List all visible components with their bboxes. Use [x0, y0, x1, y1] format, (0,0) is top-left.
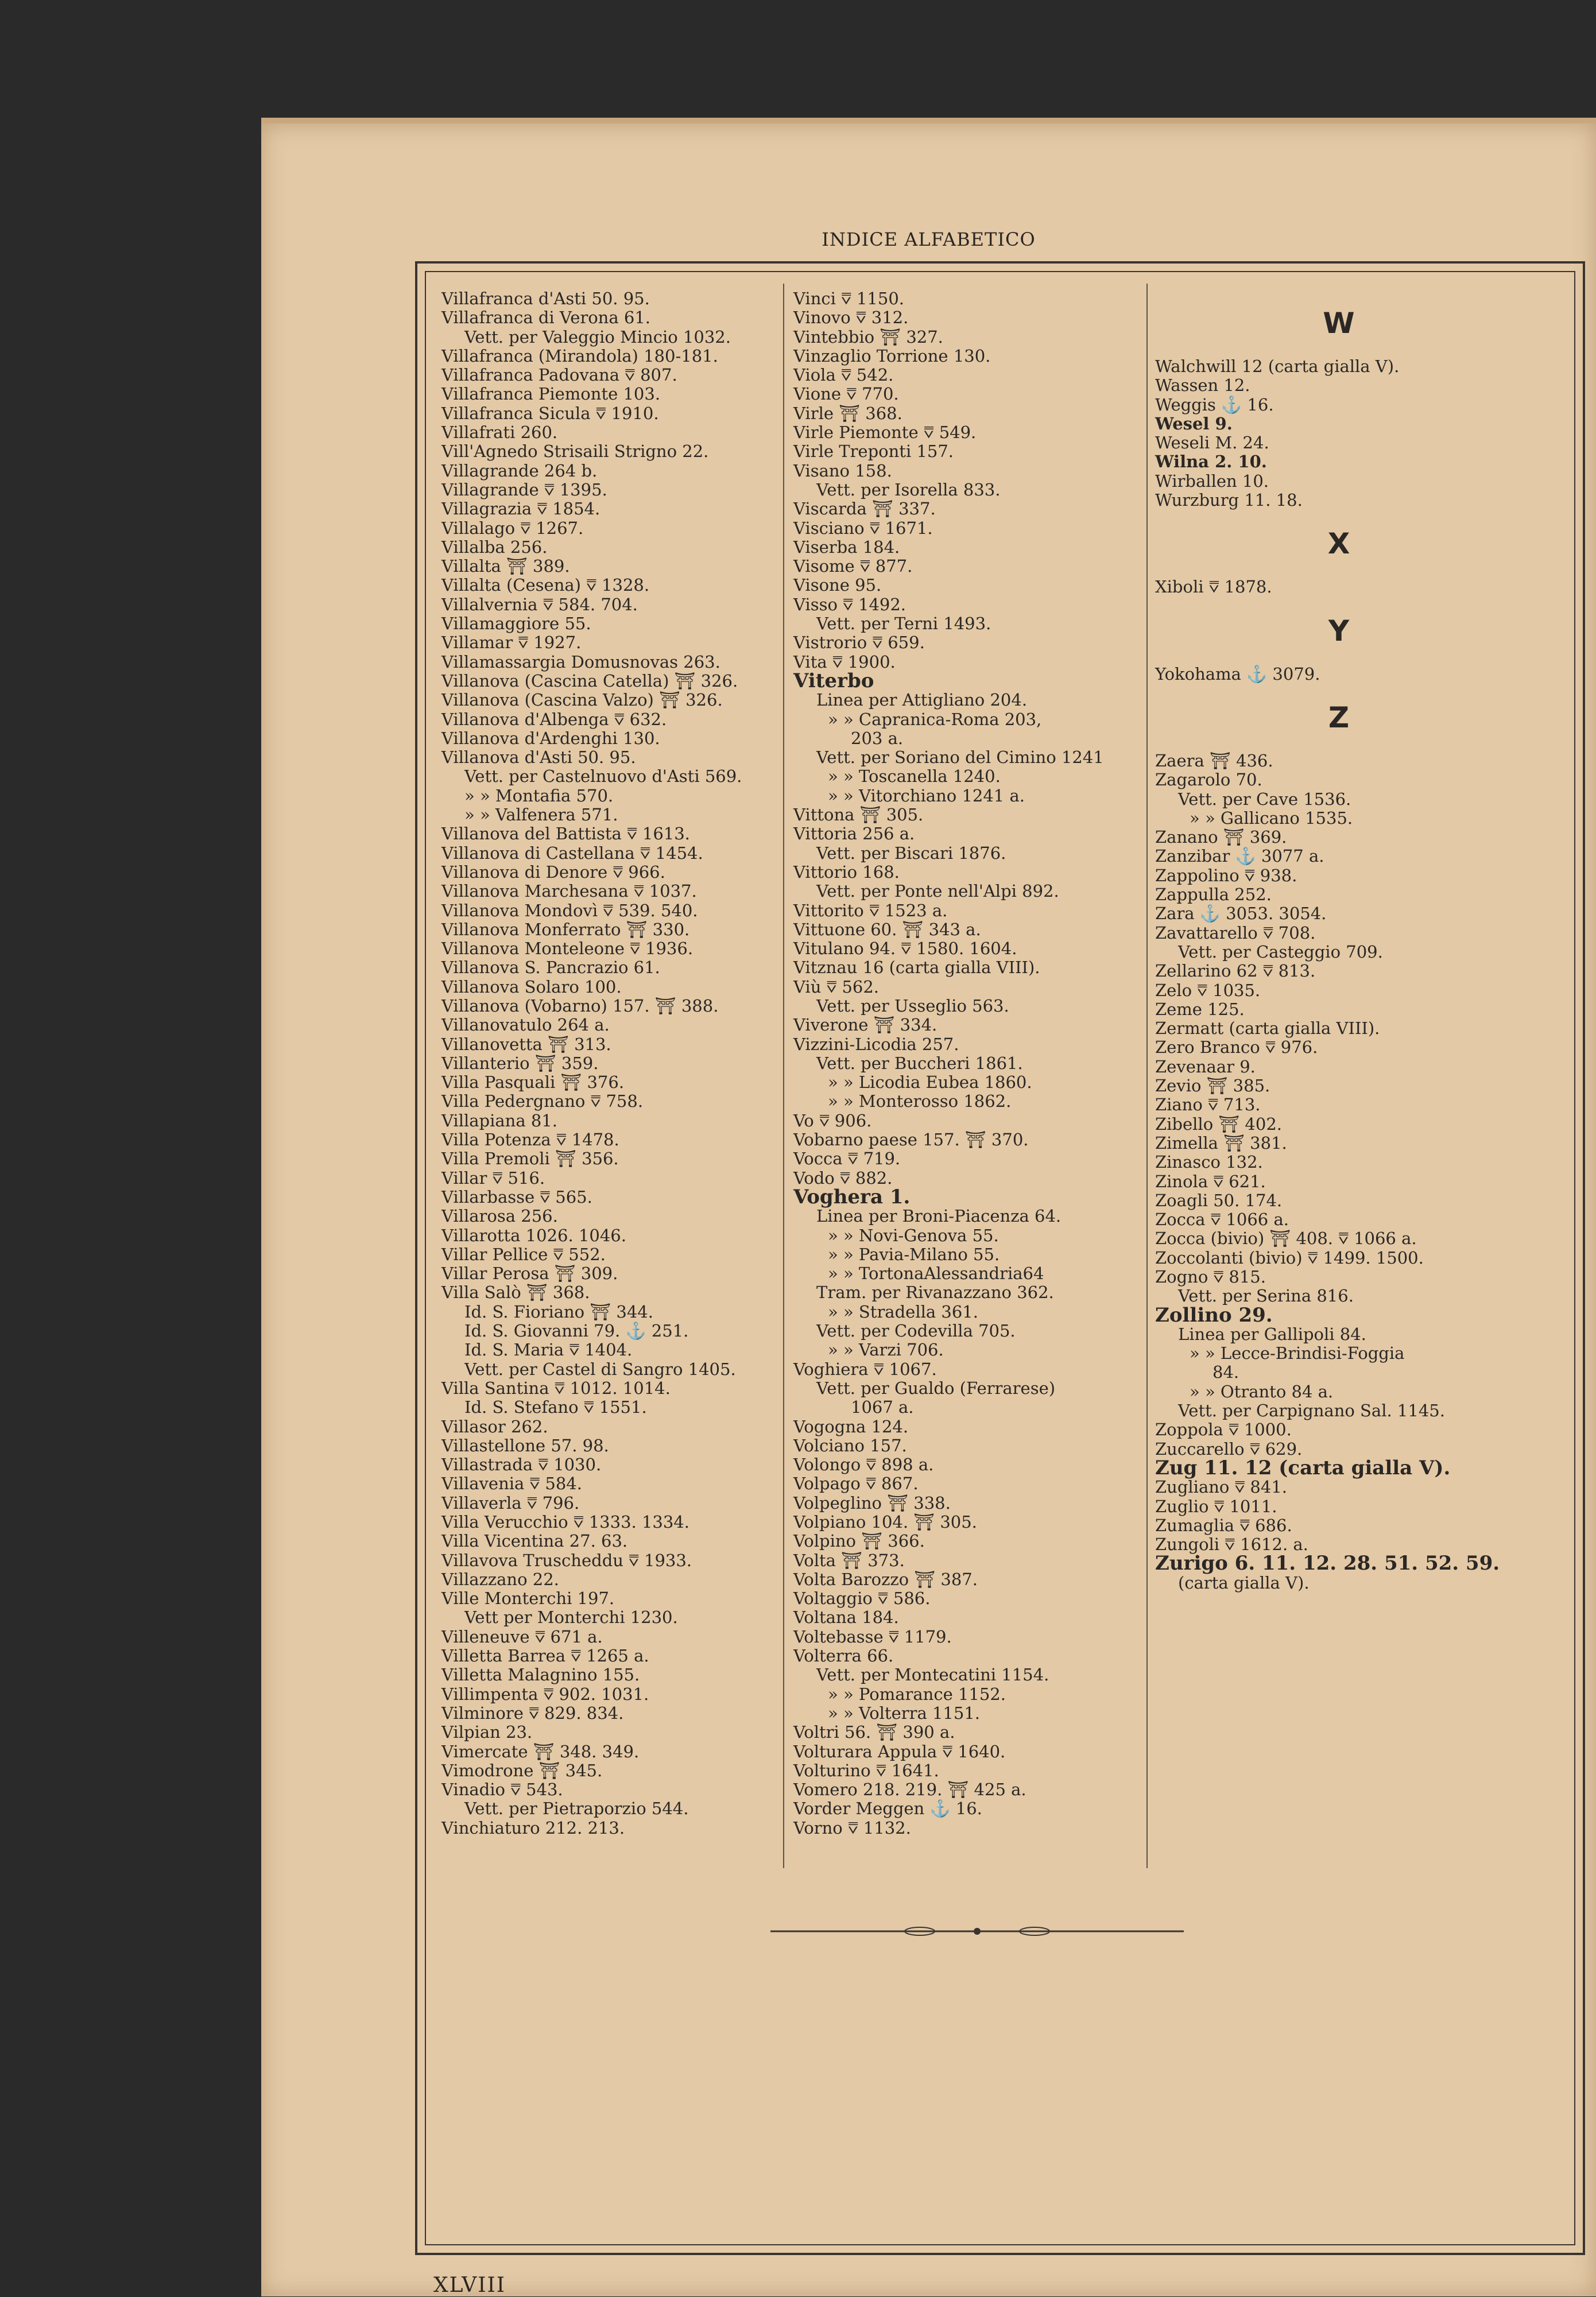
- index-entry: Zanzibar ⚓ 3077 a.: [1155, 846, 1324, 866]
- index-entry: » » Monterosso 1862.: [828, 1091, 1012, 1111]
- index-entry: Zero Branco ⩢ 976.: [1155, 1037, 1318, 1058]
- index-entry: Villetta Barrea ⩢ 1265 a.: [441, 1646, 649, 1666]
- index-entry: Vittuone 60. ⛩ 343 a.: [793, 919, 981, 939]
- index-entry: » » Lecce-Brindisi-Foggia: [1190, 1343, 1405, 1364]
- index-entry: Villanova Solaro 100.: [441, 977, 622, 997]
- index-entry: » » Toscanella 1240.: [828, 766, 1001, 787]
- index-entry: Zagarolo 70.: [1155, 770, 1262, 790]
- index-entry: Zara ⚓ 3053. 3054.: [1155, 904, 1327, 924]
- index-entry: Vett. per Usseglio 563.: [816, 996, 1009, 1016]
- index-entry: » » Montafia 570.: [464, 785, 614, 805]
- index-column-2: [793, 289, 1149, 1838]
- index-entry: Villa Potenza ⩢ 1478.: [441, 1130, 619, 1150]
- index-entry: Villalta ⛩ 389.: [441, 556, 570, 576]
- index-entry: Volta Barozzo ⛩ 387.: [793, 1569, 978, 1589]
- index-entry: Vett. per Serina 816.: [1178, 1286, 1354, 1306]
- index-entry: Zimella ⛩ 381.: [1155, 1133, 1287, 1153]
- index-entry: Villanovetta ⛩ 313.: [441, 1034, 611, 1054]
- index-entry: Villa Santina ⩢ 1012. 1014.: [441, 1378, 671, 1398]
- index-entry: Volpino ⛩ 366.: [793, 1531, 925, 1551]
- section-letter: X: [1327, 527, 1350, 561]
- index-entry: » » Varzi 706.: [828, 1340, 944, 1360]
- index-entry: Villagrazia ⩢ 1854.: [441, 499, 601, 519]
- index-entry: Viterbo: [793, 669, 874, 692]
- index-entry: Vittoria 256 a.: [793, 824, 915, 844]
- index-entry: Voltana 184.: [793, 1607, 899, 1628]
- index-entry: Vintebbio ⛩ 327.: [793, 327, 943, 347]
- index-entry: Villanterio ⛩ 359.: [441, 1053, 599, 1073]
- index-page: [261, 123, 1596, 2296]
- index-entry: Villamar ⩢ 1927.: [441, 633, 582, 653]
- index-entry: Visone 95.: [793, 575, 882, 595]
- index-entry: Zinola ⩢ 621.: [1155, 1171, 1266, 1191]
- index-entry: Weggis ⚓ 16.: [1155, 394, 1274, 415]
- index-entry: Viverone ⛩ 334.: [793, 1015, 938, 1035]
- index-entry: Vinadio ⩢ 543.: [441, 1780, 563, 1800]
- index-entry: Zuglio ⩢ 1011.: [1155, 1496, 1277, 1516]
- index-entry: » » Licodia Eubea 1860.: [828, 1072, 1032, 1093]
- index-entry: Voltri 56. ⛩ 390 a.: [793, 1722, 955, 1742]
- index-entry: Vinzaglio Torrione 130.: [793, 346, 991, 366]
- index-entry: Wassen 12.: [1155, 375, 1250, 396]
- index-entry: Villarotta 1026. 1046.: [441, 1225, 626, 1245]
- index-entry: Villanova (Cascina Catella) ⛩ 326.: [441, 671, 738, 691]
- index-entry: Vett. per Codevilla 705.: [816, 1321, 1016, 1341]
- index-entry: Linea per Broni-Piacenza 64.: [816, 1206, 1062, 1226]
- index-entry: Villanova (Vobarno) 157. ⛩ 388.: [441, 996, 719, 1016]
- index-entry: Linea per Attigliano 204.: [816, 690, 1028, 710]
- index-entry: Ville Monterchi 197.: [441, 1589, 615, 1609]
- index-entry: » » Novi-Genova 55.: [828, 1225, 999, 1245]
- index-entry: Zurigo 6. 11. 12. 28. 51. 52. 59.: [1155, 1552, 1500, 1575]
- index-entry: Villaverla ⩢ 796.: [441, 1493, 580, 1513]
- index-entry: Vill'Agnedo Strisaili Strigno 22.: [441, 441, 709, 462]
- index-entry: Zevio ⛩ 385.: [1155, 1076, 1270, 1096]
- index-entry: » » Gallicano 1535.: [1190, 808, 1353, 828]
- index-entry: Villa Premoli ⛩ 356.: [441, 1149, 619, 1169]
- index-entry: Villazzano 22.: [441, 1569, 559, 1589]
- index-entry: Vittorito ⩢ 1523 a.: [793, 900, 948, 920]
- index-entry: Villanova d'Albenga ⩢ 632.: [441, 709, 667, 729]
- index-entry: Vita ⩢ 1900.: [793, 652, 896, 672]
- index-entry: Vett. per Castelnuovo d'Asti 569.: [464, 766, 742, 787]
- index-entry: Id. S. Giovanni 79. ⚓ 251.: [464, 1321, 689, 1341]
- index-entry: Xiboli ⩢ 1878.: [1155, 577, 1272, 597]
- index-entry: Weseli M. 24.: [1155, 433, 1269, 453]
- index-entry: Voghiera ⩢ 1067.: [793, 1359, 937, 1379]
- index-entry: 84.: [1213, 1362, 1239, 1382]
- index-entry: Zumaglia ⩢ 686.: [1155, 1515, 1292, 1535]
- index-entry: Villar Pellice ⩢ 552.: [441, 1244, 606, 1264]
- index-entry: Volpeglino ⛩ 338.: [793, 1493, 951, 1513]
- index-entry: Villavova Truscheddu ⩢ 1933.: [441, 1550, 692, 1570]
- index-entry: Visano 158.: [793, 460, 892, 481]
- section-letter: W: [1323, 307, 1355, 340]
- index-entry: Volciano 157.: [793, 1435, 907, 1455]
- index-entry: Viola ⩢ 542.: [793, 365, 894, 385]
- index-entry: Villa Vicentina 27. 63.: [441, 1531, 628, 1551]
- index-entry: Yokohama ⚓ 3079.: [1155, 664, 1320, 684]
- index-entry: Virle Treponti 157.: [793, 441, 954, 462]
- index-entry: Zevenaar 9.: [1155, 1056, 1256, 1076]
- index-entry: Villagrande ⩢ 1395.: [441, 479, 607, 499]
- index-entry: Zappulla 252.: [1155, 885, 1272, 905]
- page-header: INDICE ALFABETICO: [822, 228, 1036, 250]
- index-entry: Virle Piemonte ⩢ 549.: [793, 423, 977, 443]
- index-entry: Volpiano 104. ⛩ 305.: [793, 1512, 977, 1532]
- index-entry: Vett. per Cave 1536.: [1178, 789, 1351, 809]
- index-entry: » » Pomarance 1152.: [828, 1684, 1006, 1704]
- index-entry: Villa Pedergnano ⩢ 758.: [441, 1091, 644, 1111]
- index-entry: Villanova del Battista ⩢ 1613.: [441, 824, 690, 844]
- index-entry: Villafranca Sicula ⩢ 1910.: [441, 403, 659, 423]
- index-entry: Vett. per Soriano del Cimino 1241: [816, 747, 1104, 768]
- index-entry: Villanova (Cascina Valzo) ⛩ 326.: [441, 690, 723, 710]
- index-entry: Villamassargia Domusnovas 263.: [441, 652, 720, 672]
- index-entry: Visciano ⩢ 1671.: [793, 518, 933, 538]
- index-entry: Villarbasse ⩢ 565.: [441, 1187, 592, 1207]
- index-entry: Zavattarello ⩢ 708.: [1155, 923, 1316, 943]
- index-frame: [415, 261, 1585, 2255]
- index-entry: Villamaggiore 55.: [441, 614, 591, 634]
- index-entry: Vodo ⩢ 882.: [793, 1168, 893, 1188]
- index-entry: Vogogna 124.: [793, 1416, 909, 1436]
- index-entry: Villanova S. Pancrazio 61.: [441, 958, 660, 978]
- index-entry: Vett. per Valeggio Mincio 1032.: [464, 327, 731, 347]
- index-entry: » » Vitorchiano 1241 a.: [828, 785, 1025, 805]
- index-entry: Tram. per Rivanazzano 362.: [816, 1283, 1054, 1303]
- index-entry: Vistrorio ⩢ 659.: [793, 633, 925, 653]
- index-entry: Villimpenta ⩢ 902. 1031.: [441, 1684, 649, 1704]
- index-entry: Volturara Appula ⩢ 1640.: [793, 1741, 1006, 1761]
- index-entry: Zollino 29.: [1155, 1303, 1273, 1327]
- index-entry: Volta ⛩ 373.: [793, 1550, 905, 1570]
- index-entry: Villafranca Padovana ⩢ 807.: [441, 365, 677, 385]
- index-entry: Voghera 1.: [793, 1185, 911, 1208]
- index-entry: Vorno ⩢ 1132.: [793, 1818, 911, 1838]
- index-entry: Zugliano ⩢ 841.: [1155, 1477, 1288, 1497]
- index-entry: Vinchiaturo 212. 213.: [441, 1818, 625, 1838]
- index-entry: Vinci ⩢ 1150.: [793, 289, 904, 308]
- index-entry: Visome ⩢ 877.: [793, 556, 913, 576]
- index-entry: Villa Verucchio ⩢ 1333. 1334.: [441, 1512, 689, 1532]
- index-entry: Villanova Monferrato ⛩ 330.: [441, 919, 690, 939]
- index-entry: Wirballen 10.: [1155, 471, 1269, 491]
- index-entry: Villalba 256.: [441, 537, 548, 557]
- index-entry: Zuccarello ⩢ 629.: [1155, 1439, 1303, 1459]
- page-number: XLVIII: [433, 2273, 506, 2297]
- index-entry: Villafrati 260.: [441, 423, 558, 443]
- section-letter: Y: [1328, 614, 1350, 648]
- index-entry: (carta gialla V).: [1178, 1572, 1310, 1593]
- index-entry: Vett. per Pietraporzio 544.: [464, 1799, 689, 1819]
- index-entry: » » Otranto 84 a.: [1190, 1381, 1334, 1401]
- index-entry: Viù ⩢ 562.: [793, 977, 880, 997]
- index-entry: Zoccolanti (bivio) ⩢ 1499. 1500.: [1155, 1248, 1424, 1268]
- index-entry: Volterra 66.: [793, 1646, 894, 1666]
- index-entry: Villagrande 264 b.: [441, 460, 598, 481]
- index-entry: Vett. per Buccheri 1861.: [816, 1053, 1023, 1073]
- index-entry: Villafranca Piemonte 103.: [441, 384, 661, 404]
- index-entry: Villanova di Denore ⩢ 966.: [441, 862, 665, 882]
- index-entry: Zibello ⛩ 402.: [1155, 1114, 1282, 1134]
- index-entry: Villa Pasquali ⛩ 376.: [441, 1072, 625, 1093]
- index-entry: Vobarno paese 157. ⛩ 370.: [793, 1130, 1029, 1150]
- index-entry: Vett per Monterchi 1230.: [464, 1607, 678, 1628]
- index-entry: Vimodrone ⛩ 345.: [441, 1760, 603, 1780]
- index-entry: Zogno ⩢ 815.: [1155, 1266, 1266, 1287]
- index-entry: Vett. per Castel di Sangro 1405.: [464, 1359, 736, 1379]
- index-entry: Volongo ⩢ 898 a.: [793, 1455, 934, 1475]
- index-entry: Wesel 9.: [1155, 413, 1233, 433]
- index-entry: Zocca ⩢ 1066 a.: [1155, 1210, 1289, 1230]
- index-entry: Villeneuve ⩢ 671 a.: [441, 1626, 603, 1647]
- index-entry: Wilna 2. 10.: [1155, 452, 1267, 472]
- index-entry: Vorder Meggen ⚓ 16.: [793, 1799, 982, 1819]
- index-entry: Villanova Marchesana ⩢ 1037.: [441, 881, 697, 901]
- index-entry: Zaera ⛩ 436.: [1155, 750, 1273, 770]
- index-entry: Villafranca di Verona 61.: [441, 308, 650, 328]
- index-entry: Vizzini-Licodia 257.: [793, 1034, 959, 1054]
- index-entry: Id. S. Fioriano ⛩ 344.: [464, 1301, 653, 1322]
- index-entry: Zug 11. 12 (carta gialla V).: [1155, 1456, 1451, 1479]
- index-entry: Zocca (bivio) ⛩ 408. ⩢ 1066 a.: [1155, 1229, 1417, 1249]
- index-entry: Zelo ⩢ 1035.: [1155, 980, 1261, 1000]
- index-entry: Vittona ⛩ 305.: [793, 805, 924, 825]
- index-entry: Voltebasse ⩢ 1179.: [793, 1626, 952, 1647]
- index-entry: Villafranca d'Asti 50. 95.: [441, 289, 650, 308]
- index-entry: Villalago ⩢ 1267.: [441, 518, 584, 538]
- index-entry: Villanova d'Asti 50. 95.: [441, 747, 636, 768]
- index-entry: » » Stradella 361.: [828, 1301, 978, 1322]
- index-entry: Zappolino ⩢ 938.: [1155, 865, 1297, 885]
- index-entry: Villanova Mondovì ⩢ 539. 540.: [441, 900, 698, 920]
- index-entry: Ziano ⩢ 713.: [1155, 1095, 1261, 1115]
- index-entry: Wurzburg 11. 18.: [1155, 490, 1303, 510]
- index-column-3: [1155, 289, 1523, 1593]
- index-entry: Id. S. Maria ⩢ 1404.: [464, 1340, 633, 1360]
- index-entry: Villanova di Castellana ⩢ 1454.: [441, 843, 703, 863]
- index-entry: » » Valfenera 571.: [464, 805, 618, 825]
- index-entry: Zungoli ⩢ 1612. a.: [1155, 1535, 1308, 1555]
- index-entry: » » Capranica-Roma 203,: [828, 709, 1042, 729]
- index-entry: Zinasco 132.: [1155, 1152, 1263, 1172]
- index-entry: Vomero 218. 219. ⛩ 425 a.: [793, 1780, 1026, 1800]
- index-entry: » » Pavia-Milano 55.: [828, 1244, 1000, 1264]
- index-entry: Villarosa 256.: [441, 1206, 558, 1226]
- index-entry: Volturino ⩢ 1641.: [793, 1760, 939, 1780]
- index-entry: Visso ⩢ 1492.: [793, 594, 907, 614]
- index-frame-inner: [425, 271, 1575, 2245]
- index-entry: Villanova d'Ardenghi 130.: [441, 728, 660, 748]
- index-entry: Zanano ⛩ 369.: [1155, 827, 1287, 847]
- index-entry: Vitulano 94. ⩢ 1580. 1604.: [793, 939, 1017, 959]
- index-entry: Walchwill 12 (carta gialla V).: [1155, 357, 1400, 376]
- index-entry: » » Volterra 1151.: [828, 1703, 981, 1723]
- index-entry: Zeme 125.: [1155, 999, 1245, 1019]
- index-entry: Villasor 262.: [441, 1416, 548, 1436]
- index-entry: Vimercate ⛩ 348. 349.: [441, 1741, 640, 1761]
- index-entry: Vilpian 23.: [441, 1722, 533, 1742]
- index-entry: Zoppola ⩢ 1000.: [1155, 1420, 1292, 1440]
- index-entry: 203 a.: [851, 728, 904, 748]
- index-entry: Vett. per Gualdo (Ferrarese): [816, 1378, 1056, 1398]
- index-entry: Vilminore ⩢ 829. 834.: [441, 1703, 624, 1723]
- index-entry: Viserba 184.: [793, 537, 900, 557]
- index-entry: Villapiana 81.: [441, 1110, 557, 1130]
- index-entry: Vett. per Casteggio 709.: [1178, 942, 1383, 962]
- index-entry: Villa Salò ⛩ 368.: [441, 1283, 590, 1303]
- index-entry: Vett. per Montecatini 1154.: [816, 1665, 1049, 1685]
- index-entry: Villafranca (Mirandola) 180-181.: [441, 346, 718, 366]
- index-entry: Id. S. Stefano ⩢ 1551.: [464, 1397, 647, 1417]
- index-entry: Vocca ⩢ 719.: [793, 1149, 901, 1169]
- index-entry: Zoagli 50. 174.: [1155, 1190, 1283, 1210]
- index-entry: Vitznau 16 (carta gialla VIII).: [793, 958, 1040, 978]
- index-entry: Villastellone 57. 98.: [441, 1435, 609, 1455]
- index-entry: Vo ⩢ 906.: [793, 1110, 872, 1130]
- index-entry: Vione ⩢ 770.: [793, 384, 899, 404]
- column-divider: [783, 284, 784, 1868]
- index-entry: Vett. per Terni 1493.: [816, 614, 991, 634]
- index-entry: Villanovatulo 264 a.: [441, 1015, 610, 1035]
- index-entry: Villanova Monteleone ⩢ 1936.: [441, 939, 694, 959]
- index-entry: Villar ⩢ 516.: [441, 1168, 545, 1188]
- index-entry: Voltaggio ⩢ 586.: [793, 1589, 931, 1609]
- index-entry: Vett. per Ponte nell'Alpi 892.: [816, 881, 1059, 901]
- index-entry: Volpago ⩢ 867.: [793, 1474, 919, 1494]
- index-entry: Villetta Malagnino 155.: [441, 1665, 640, 1685]
- index-entry: Vittorio 168.: [793, 862, 900, 882]
- index-entry: Linea per Gallipoli 84.: [1178, 1324, 1366, 1344]
- index-entry: Vinovo ⩢ 312.: [793, 308, 909, 328]
- index-entry: Viscarda ⛩ 337.: [793, 499, 936, 519]
- index-column-1: [441, 289, 774, 1838]
- index-entry: » » TortonaAlessandria64: [828, 1264, 1044, 1284]
- ornament-divider: [770, 1926, 1184, 1937]
- index-entry: Zellarino 62 ⩢ 813.: [1155, 961, 1316, 981]
- index-entry: Zermatt (carta gialla VIII).: [1155, 1018, 1380, 1039]
- index-entry: Villavenia ⩢ 584.: [441, 1474, 582, 1494]
- index-entry: Villastrada ⩢ 1030.: [441, 1455, 602, 1475]
- index-entry: Virle ⛩ 368.: [793, 403, 902, 423]
- section-letter: Z: [1328, 700, 1350, 734]
- index-entry: Villar Perosa ⛩ 309.: [441, 1264, 618, 1284]
- index-entry: Villalta (Cesena) ⩢ 1328.: [441, 575, 650, 595]
- index-entry: Villalvernia ⩢ 584. 704.: [441, 594, 638, 614]
- index-entry: Vett. per Isorella 833.: [816, 479, 1001, 499]
- index-entry: Vett. per Carpignano Sal. 1145.: [1178, 1401, 1445, 1421]
- index-entry: Vett. per Biscari 1876.: [816, 843, 1006, 863]
- index-entry: 1067 a.: [851, 1397, 914, 1417]
